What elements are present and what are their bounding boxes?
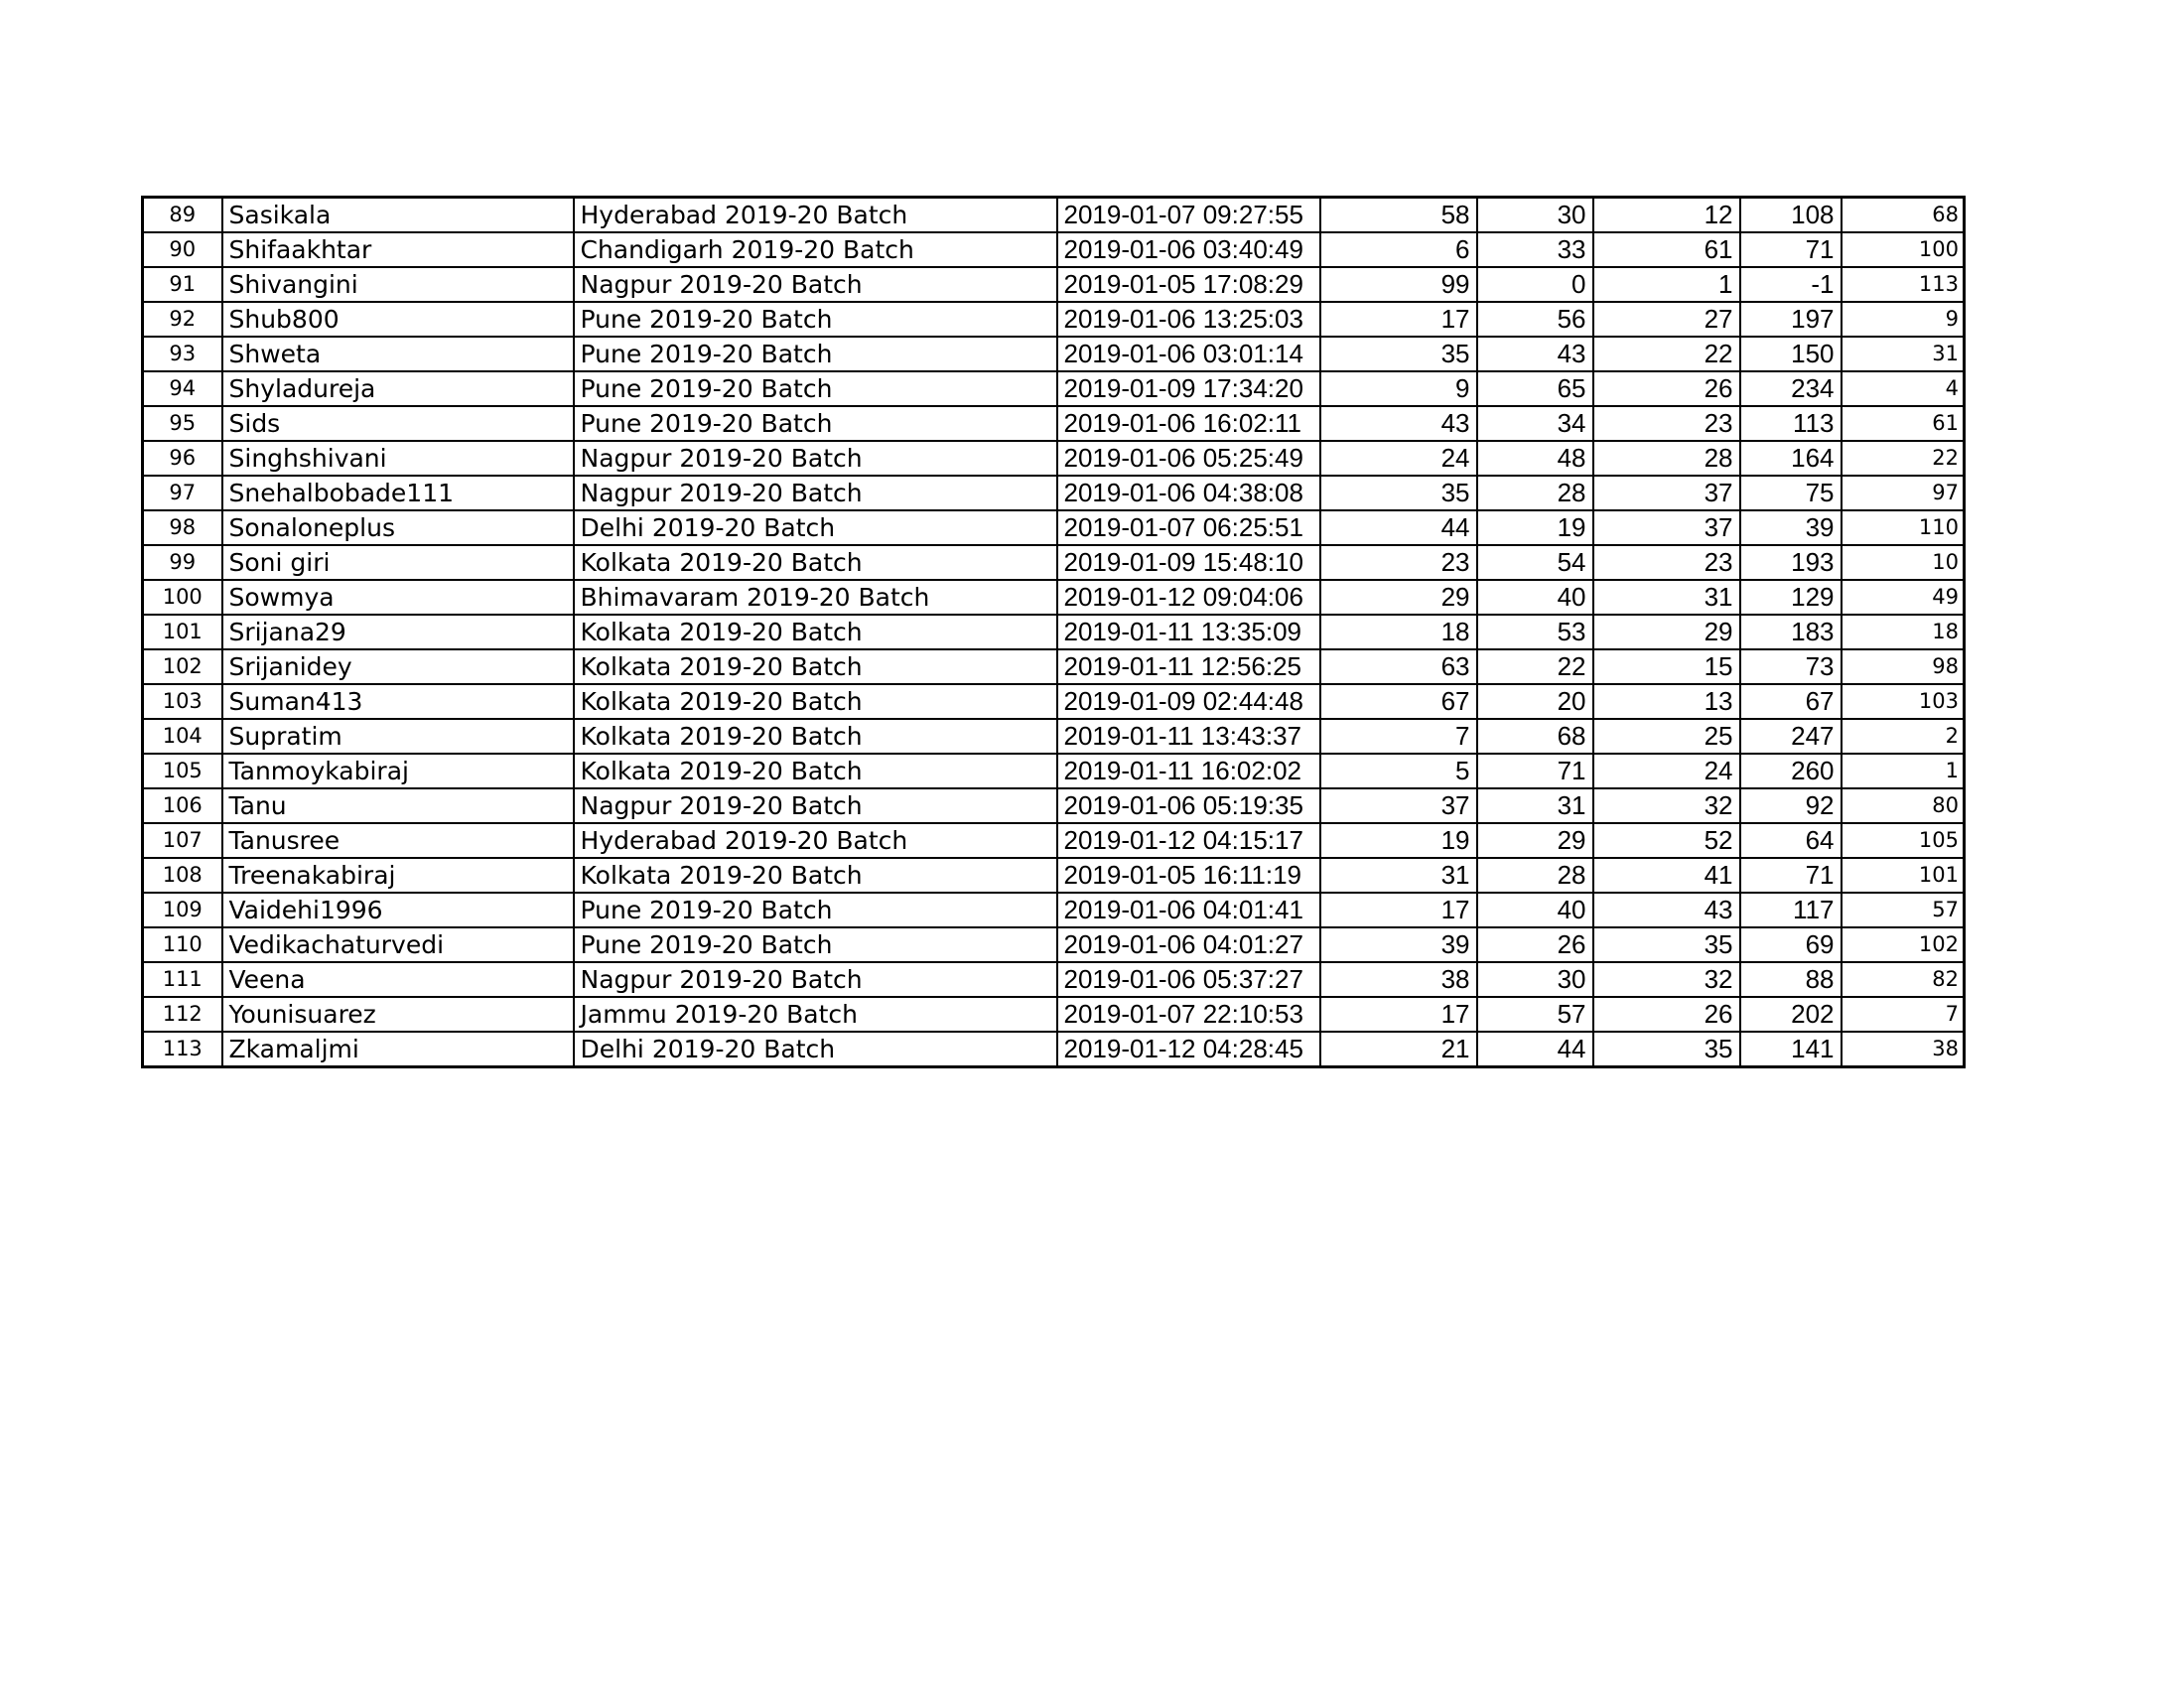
value-cell-2: 68 <box>1477 719 1593 754</box>
value-cell-3: 23 <box>1593 406 1740 441</box>
score-cell: 260 <box>1740 754 1842 788</box>
batch-cell: Pune 2019-20 Batch <box>574 302 1057 337</box>
value-cell-2: 19 <box>1477 510 1593 545</box>
position-cell: 2 <box>1842 719 1965 754</box>
value-cell-3: 26 <box>1593 997 1740 1032</box>
value-cell-1: 7 <box>1320 719 1477 754</box>
value-cell-1: 17 <box>1320 893 1477 927</box>
name-cell: Shweta <box>222 337 574 371</box>
batch-cell: Kolkata 2019-20 Batch <box>574 545 1057 580</box>
timestamp-cell: 2019-01-06 03:40:49 <box>1057 232 1320 267</box>
score-cell: 183 <box>1740 615 1842 649</box>
score-cell: 197 <box>1740 302 1842 337</box>
batch-cell: Jammu 2019-20 Batch <box>574 997 1057 1032</box>
table-row <box>143 615 1965 649</box>
timestamp-cell: 2019-01-11 16:02:02 <box>1057 754 1320 788</box>
table-row <box>143 371 1965 406</box>
rank-cell: 92 <box>143 302 222 337</box>
rank-cell: 113 <box>143 1032 222 1067</box>
value-cell-1: 21 <box>1320 1032 1477 1067</box>
value-cell-2: 28 <box>1477 858 1593 893</box>
value-cell-1: 67 <box>1320 684 1477 719</box>
value-cell-2: 26 <box>1477 927 1593 962</box>
name-cell: Srijana29 <box>222 615 574 649</box>
table-row <box>143 754 1965 788</box>
rank-cell: 90 <box>143 232 222 267</box>
rank-cell: 108 <box>143 858 222 893</box>
value-cell-3: 41 <box>1593 858 1740 893</box>
value-cell-2: 71 <box>1477 754 1593 788</box>
name-cell: Soni giri <box>222 545 574 580</box>
rank-cell: 105 <box>143 754 222 788</box>
value-cell-3: 61 <box>1593 232 1740 267</box>
batch-cell: Pune 2019-20 Batch <box>574 406 1057 441</box>
value-cell-3: 35 <box>1593 927 1740 962</box>
table-row <box>143 510 1965 545</box>
value-cell-3: 37 <box>1593 476 1740 510</box>
value-cell-2: 40 <box>1477 580 1593 615</box>
batch-cell: Kolkata 2019-20 Batch <box>574 754 1057 788</box>
score-cell: 92 <box>1740 788 1842 823</box>
table-row <box>143 302 1965 337</box>
timestamp-cell: 2019-01-07 09:27:55 <box>1057 198 1320 233</box>
position-cell: 102 <box>1842 927 1965 962</box>
rank-cell: 111 <box>143 962 222 997</box>
table-row <box>143 337 1965 371</box>
table-row <box>143 684 1965 719</box>
value-cell-2: 34 <box>1477 406 1593 441</box>
table-row <box>143 267 1965 302</box>
batch-cell: Delhi 2019-20 Batch <box>574 510 1057 545</box>
score-cell: 193 <box>1740 545 1842 580</box>
value-cell-2: 28 <box>1477 476 1593 510</box>
batch-cell: Bhimavaram 2019-20 Batch <box>574 580 1057 615</box>
table-row <box>143 962 1965 997</box>
value-cell-1: 17 <box>1320 997 1477 1032</box>
position-cell: 9 <box>1842 302 1965 337</box>
batch-cell: Pune 2019-20 Batch <box>574 927 1057 962</box>
batch-cell: Nagpur 2019-20 Batch <box>574 788 1057 823</box>
value-cell-1: 29 <box>1320 580 1477 615</box>
name-cell: Vaidehi1996 <box>222 893 574 927</box>
batch-cell: Kolkata 2019-20 Batch <box>574 719 1057 754</box>
score-cell: 234 <box>1740 371 1842 406</box>
batch-cell: Kolkata 2019-20 Batch <box>574 615 1057 649</box>
value-cell-2: 0 <box>1477 267 1593 302</box>
position-cell: 4 <box>1842 371 1965 406</box>
value-cell-1: 19 <box>1320 823 1477 858</box>
value-cell-1: 31 <box>1320 858 1477 893</box>
timestamp-cell: 2019-01-06 03:01:14 <box>1057 337 1320 371</box>
rank-cell: 104 <box>143 719 222 754</box>
value-cell-3: 25 <box>1593 719 1740 754</box>
value-cell-1: 39 <box>1320 927 1477 962</box>
rank-cell: 91 <box>143 267 222 302</box>
timestamp-cell: 2019-01-11 13:43:37 <box>1057 719 1320 754</box>
position-cell: 101 <box>1842 858 1965 893</box>
position-cell: 18 <box>1842 615 1965 649</box>
rank-cell: 95 <box>143 406 222 441</box>
name-cell: Treenakabiraj <box>222 858 574 893</box>
timestamp-cell: 2019-01-07 22:10:53 <box>1057 997 1320 1032</box>
position-cell: 103 <box>1842 684 1965 719</box>
value-cell-1: 17 <box>1320 302 1477 337</box>
value-cell-3: 32 <box>1593 962 1740 997</box>
score-cell: 108 <box>1740 198 1842 233</box>
name-cell: Shyladureja <box>222 371 574 406</box>
value-cell-1: 35 <box>1320 337 1477 371</box>
timestamp-cell: 2019-01-12 04:15:17 <box>1057 823 1320 858</box>
table-row <box>143 893 1965 927</box>
position-cell: 68 <box>1842 198 1965 233</box>
table-row <box>143 927 1965 962</box>
position-cell: 105 <box>1842 823 1965 858</box>
value-cell-3: 23 <box>1593 545 1740 580</box>
position-cell: 38 <box>1842 1032 1965 1067</box>
table-row <box>143 198 1965 233</box>
batch-cell: Nagpur 2019-20 Batch <box>574 962 1057 997</box>
name-cell: Shifaakhtar <box>222 232 574 267</box>
table-row <box>143 1032 1965 1067</box>
value-cell-1: 44 <box>1320 510 1477 545</box>
score-cell: -1 <box>1740 267 1842 302</box>
value-cell-1: 38 <box>1320 962 1477 997</box>
position-cell: 49 <box>1842 580 1965 615</box>
name-cell: Snehalbobade111 <box>222 476 574 510</box>
batch-cell: Kolkata 2019-20 Batch <box>574 649 1057 684</box>
position-cell: 7 <box>1842 997 1965 1032</box>
batch-cell: Nagpur 2019-20 Batch <box>574 441 1057 476</box>
rank-cell: 107 <box>143 823 222 858</box>
score-cell: 164 <box>1740 441 1842 476</box>
batch-cell: Pune 2019-20 Batch <box>574 893 1057 927</box>
position-cell: 31 <box>1842 337 1965 371</box>
value-cell-3: 43 <box>1593 893 1740 927</box>
batch-cell: Chandigarh 2019-20 Batch <box>574 232 1057 267</box>
value-cell-2: 54 <box>1477 545 1593 580</box>
name-cell: Sids <box>222 406 574 441</box>
name-cell: Tanu <box>222 788 574 823</box>
timestamp-cell: 2019-01-06 16:02:11 <box>1057 406 1320 441</box>
value-cell-1: 58 <box>1320 198 1477 233</box>
score-cell: 141 <box>1740 1032 1842 1067</box>
score-cell: 75 <box>1740 476 1842 510</box>
value-cell-2: 56 <box>1477 302 1593 337</box>
name-cell: Srijanidey <box>222 649 574 684</box>
rank-cell: 103 <box>143 684 222 719</box>
rank-cell: 109 <box>143 893 222 927</box>
timestamp-cell: 2019-01-11 13:35:09 <box>1057 615 1320 649</box>
timestamp-cell: 2019-01-07 06:25:51 <box>1057 510 1320 545</box>
value-cell-2: 65 <box>1477 371 1593 406</box>
value-cell-2: 44 <box>1477 1032 1593 1067</box>
value-cell-1: 35 <box>1320 476 1477 510</box>
value-cell-1: 37 <box>1320 788 1477 823</box>
score-cell: 73 <box>1740 649 1842 684</box>
rank-cell: 93 <box>143 337 222 371</box>
position-cell: 10 <box>1842 545 1965 580</box>
value-cell-2: 33 <box>1477 232 1593 267</box>
position-cell: 110 <box>1842 510 1965 545</box>
value-cell-2: 29 <box>1477 823 1593 858</box>
value-cell-2: 30 <box>1477 198 1593 233</box>
batch-cell: Pune 2019-20 Batch <box>574 371 1057 406</box>
value-cell-3: 32 <box>1593 788 1740 823</box>
name-cell: Sowmya <box>222 580 574 615</box>
name-cell: Tanusree <box>222 823 574 858</box>
batch-cell: Kolkata 2019-20 Batch <box>574 858 1057 893</box>
name-cell: Sonaloneplus <box>222 510 574 545</box>
table-body <box>143 198 1965 1067</box>
table-row <box>143 580 1965 615</box>
value-cell-2: 53 <box>1477 615 1593 649</box>
table-row <box>143 649 1965 684</box>
value-cell-2: 22 <box>1477 649 1593 684</box>
value-cell-3: 31 <box>1593 580 1740 615</box>
value-cell-1: 18 <box>1320 615 1477 649</box>
position-cell: 22 <box>1842 441 1965 476</box>
rank-cell: 99 <box>143 545 222 580</box>
position-cell: 80 <box>1842 788 1965 823</box>
table-row <box>143 719 1965 754</box>
results-table <box>141 196 1966 1068</box>
value-cell-1: 43 <box>1320 406 1477 441</box>
value-cell-3: 28 <box>1593 441 1740 476</box>
value-cell-1: 23 <box>1320 545 1477 580</box>
position-cell: 97 <box>1842 476 1965 510</box>
table-row <box>143 545 1965 580</box>
value-cell-2: 40 <box>1477 893 1593 927</box>
name-cell: Supratim <box>222 719 574 754</box>
value-cell-1: 5 <box>1320 754 1477 788</box>
name-cell: Younisuarez <box>222 997 574 1032</box>
timestamp-cell: 2019-01-06 05:19:35 <box>1057 788 1320 823</box>
rank-cell: 100 <box>143 580 222 615</box>
timestamp-cell: 2019-01-09 17:34:20 <box>1057 371 1320 406</box>
score-cell: 247 <box>1740 719 1842 754</box>
name-cell: Suman413 <box>222 684 574 719</box>
timestamp-cell: 2019-01-06 04:01:27 <box>1057 927 1320 962</box>
score-cell: 202 <box>1740 997 1842 1032</box>
batch-cell: Delhi 2019-20 Batch <box>574 1032 1057 1067</box>
rank-cell: 112 <box>143 997 222 1032</box>
name-cell: Tanmoykabiraj <box>222 754 574 788</box>
position-cell: 57 <box>1842 893 1965 927</box>
score-cell: 88 <box>1740 962 1842 997</box>
score-cell: 67 <box>1740 684 1842 719</box>
table-row <box>143 858 1965 893</box>
value-cell-3: 12 <box>1593 198 1740 233</box>
value-cell-1: 63 <box>1320 649 1477 684</box>
score-cell: 64 <box>1740 823 1842 858</box>
value-cell-3: 26 <box>1593 371 1740 406</box>
rank-cell: 89 <box>143 198 222 233</box>
value-cell-2: 57 <box>1477 997 1593 1032</box>
table-row <box>143 232 1965 267</box>
value-cell-3: 13 <box>1593 684 1740 719</box>
value-cell-3: 1 <box>1593 267 1740 302</box>
name-cell: Vedikachaturvedi <box>222 927 574 962</box>
table-row <box>143 997 1965 1032</box>
position-cell: 100 <box>1842 232 1965 267</box>
table-row <box>143 476 1965 510</box>
value-cell-3: 35 <box>1593 1032 1740 1067</box>
position-cell: 98 <box>1842 649 1965 684</box>
value-cell-3: 37 <box>1593 510 1740 545</box>
value-cell-2: 43 <box>1477 337 1593 371</box>
name-cell: Zkamaljmi <box>222 1032 574 1067</box>
value-cell-1: 9 <box>1320 371 1477 406</box>
position-cell: 61 <box>1842 406 1965 441</box>
name-cell: Shivangini <box>222 267 574 302</box>
batch-cell: Hyderabad 2019-20 Batch <box>574 198 1057 233</box>
timestamp-cell: 2019-01-12 09:04:06 <box>1057 580 1320 615</box>
value-cell-2: 20 <box>1477 684 1593 719</box>
rank-cell: 101 <box>143 615 222 649</box>
timestamp-cell: 2019-01-06 05:37:27 <box>1057 962 1320 997</box>
rank-cell: 94 <box>143 371 222 406</box>
value-cell-3: 29 <box>1593 615 1740 649</box>
name-cell: Singhshivani <box>222 441 574 476</box>
value-cell-2: 31 <box>1477 788 1593 823</box>
timestamp-cell: 2019-01-11 12:56:25 <box>1057 649 1320 684</box>
table-row <box>143 441 1965 476</box>
batch-cell: Pune 2019-20 Batch <box>574 337 1057 371</box>
name-cell: Sasikala <box>222 198 574 233</box>
value-cell-3: 24 <box>1593 754 1740 788</box>
position-cell: 113 <box>1842 267 1965 302</box>
value-cell-3: 27 <box>1593 302 1740 337</box>
value-cell-1: 24 <box>1320 441 1477 476</box>
timestamp-cell: 2019-01-12 04:28:45 <box>1057 1032 1320 1067</box>
value-cell-3: 52 <box>1593 823 1740 858</box>
name-cell: Veena <box>222 962 574 997</box>
timestamp-cell: 2019-01-05 16:11:19 <box>1057 858 1320 893</box>
position-cell: 82 <box>1842 962 1965 997</box>
name-cell: Shub800 <box>222 302 574 337</box>
score-cell: 117 <box>1740 893 1842 927</box>
batch-cell: Kolkata 2019-20 Batch <box>574 684 1057 719</box>
value-cell-1: 6 <box>1320 232 1477 267</box>
rank-cell: 96 <box>143 441 222 476</box>
batch-cell: Nagpur 2019-20 Batch <box>574 476 1057 510</box>
timestamp-cell: 2019-01-09 15:48:10 <box>1057 545 1320 580</box>
timestamp-cell: 2019-01-06 04:01:41 <box>1057 893 1320 927</box>
timestamp-cell: 2019-01-05 17:08:29 <box>1057 267 1320 302</box>
value-cell-1: 99 <box>1320 267 1477 302</box>
batch-cell: Hyderabad 2019-20 Batch <box>574 823 1057 858</box>
rank-cell: 98 <box>143 510 222 545</box>
rank-cell: 110 <box>143 927 222 962</box>
rank-cell: 102 <box>143 649 222 684</box>
rank-cell: 106 <box>143 788 222 823</box>
timestamp-cell: 2019-01-06 05:25:49 <box>1057 441 1320 476</box>
score-cell: 71 <box>1740 858 1842 893</box>
value-cell-2: 48 <box>1477 441 1593 476</box>
table-row <box>143 823 1965 858</box>
batch-cell: Nagpur 2019-20 Batch <box>574 267 1057 302</box>
value-cell-2: 30 <box>1477 962 1593 997</box>
rank-cell: 97 <box>143 476 222 510</box>
timestamp-cell: 2019-01-06 13:25:03 <box>1057 302 1320 337</box>
score-cell: 71 <box>1740 232 1842 267</box>
score-cell: 69 <box>1740 927 1842 962</box>
value-cell-3: 22 <box>1593 337 1740 371</box>
timestamp-cell: 2019-01-09 02:44:48 <box>1057 684 1320 719</box>
table-row <box>143 406 1965 441</box>
position-cell: 1 <box>1842 754 1965 788</box>
score-cell: 150 <box>1740 337 1842 371</box>
score-cell: 39 <box>1740 510 1842 545</box>
score-cell: 129 <box>1740 580 1842 615</box>
score-cell: 113 <box>1740 406 1842 441</box>
value-cell-3: 15 <box>1593 649 1740 684</box>
table-row <box>143 788 1965 823</box>
timestamp-cell: 2019-01-06 04:38:08 <box>1057 476 1320 510</box>
